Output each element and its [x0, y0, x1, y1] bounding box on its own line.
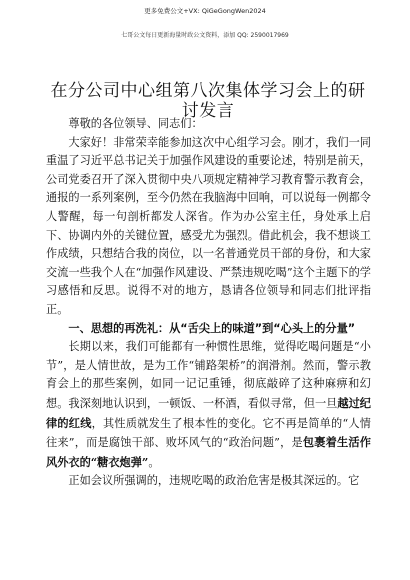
- paragraph-2: [46, 338, 371, 472]
- page-title: 在分公司中心组第八次集体学习会上的研讨发言: [50, 81, 366, 122]
- paragraph-intro: 大家好！非常荣幸能参加这次中心组学习会。刚才，我们一同重温了习近平总书记关于加强作风建设的重要论述，特别是前天，公司党委召开了深入贯彻中央八项规定精神学习教育警示教育会，通报的一系列案例，至今仍然在我脑海中回响，可以说每一例都令人警醒，每一句剖析都发人深省。作为办公室主任，身处承上启下、协调内外的关键位置，感受尤为强烈。借此机会，我不想谈工作成绩，只想结合我的岗位，以一名普通党员干部的身份，和大家交流一些我个人在“加强作风建设、严禁违规吃喝”这个主题下的学习感悟和反思。说得不对的地方，恳请各位领导和同志们批评指正。: [46, 135, 371, 316]
- paragraph-2-text-c: 。: [148, 455, 160, 469]
- document-body: [46, 115, 371, 491]
- paragraph-2-text-b: ，其性质就发生了根本性的变化。它不再是简单的“人情往来”，而是腐蚀干部、败坏风气的“政治问题”，是: [46, 416, 371, 450]
- salutation: 尊敬的各位领导、同志们：: [68, 117, 203, 130]
- section-heading-1: 一、思想的再洗礼：从“舌尖上的味道”到“心头上的分量”: [68, 321, 356, 335]
- watermark-header-note: 七哥公文每日更新海量时政公文资料，添加 QQ: 2590017969: [121, 32, 289, 39]
- paragraph-3: 正如会议所强调的，违规吃喝的政治危害是极其深远的。它: [68, 474, 360, 488]
- watermark-header-contact: 更多免费公文+VX: QiGeGongWen2024: [144, 7, 266, 15]
- paragraph-2-bold-a: 越过纪律的红线: [46, 395, 371, 430]
- paragraph-2-text-a: 长期以来，我们可能都有一种惯性思维，觉得吃喝问题是“小节”，是人情世故，是为工作“铺路架桥”的润滑剂。然而，警示教育会上的那些案例，如同一记记重锤，彻底敲碎了这种麻痹和幻想。我深刻地认识到，一顿饭、一杯酒，看似寻常，但一旦: [46, 340, 371, 410]
- paragraph-2-bold-b: 包裹着生活作风外衣的“糖衣炮弹”: [46, 435, 371, 469]
